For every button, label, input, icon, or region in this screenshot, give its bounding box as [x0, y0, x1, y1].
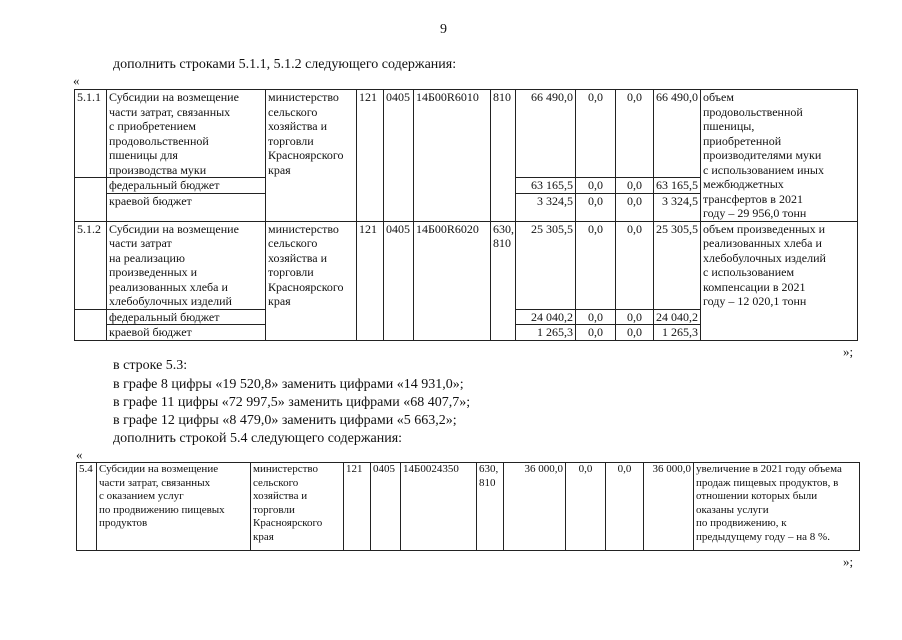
- replacement-line-1: в графе 8 цифры «19 520,8» заменить цифрами «14 931,0»;: [113, 377, 464, 392]
- page-number: 9: [440, 22, 447, 37]
- open-quote: «: [73, 73, 80, 88]
- measure-name: Субсидии на возмещение части затрат, связанных с оказанием услуг по продвижению пищевых продуктов: [97, 463, 251, 551]
- grbs-code: 121: [357, 221, 384, 340]
- intro-add-row: дополнить строкой 5.4 следующего содержания:: [113, 431, 403, 446]
- vr-code: 630, 810: [491, 221, 516, 340]
- close-quote: »;: [843, 344, 854, 359]
- grbs-code: 121: [357, 90, 384, 222]
- value-total: 36 000,0: [644, 463, 694, 551]
- fed-value-2022: 0,0: [576, 309, 616, 325]
- measure-name: Субсидии на возмещение части затрат на реализацию произведенных и реализованных хлеба и хлебобулочных изделий: [107, 221, 266, 309]
- table-row: [75, 90, 858, 178]
- in-row-5-3: в строке 5.3:: [113, 358, 188, 373]
- reg-value-2022: 0,0: [576, 193, 616, 221]
- rzpr-code: 0405: [384, 221, 414, 340]
- executor: министерство сельского хозяйства и торговли Красноярского края: [266, 90, 357, 222]
- csr-code: 14Б0024350: [401, 463, 477, 551]
- reg-value-2021: 3 324,5: [516, 193, 576, 221]
- value-total: 66 490,0: [654, 90, 701, 178]
- open-quote: «: [76, 447, 83, 462]
- replacement-line-2: в графе 11 цифры «72 997,5» заменить цифрами «68 407,7»;: [113, 395, 471, 410]
- regional-budget-label: краевой бюджет: [107, 193, 266, 221]
- close-quote: »;: [843, 554, 854, 569]
- measure-name: Субсидии на возмещение части затрат, связанных с приобретением продовольственной пшеницы для производства муки: [107, 90, 266, 178]
- value-2021: 36 000,0: [504, 463, 566, 551]
- fed-value-2021: 24 040,2: [516, 309, 576, 325]
- expected-result: объем произведенных и реализованных хлеба и хлебобулочных изделий с использованием компенсации в 2021 году – 12 020,1 тонн: [701, 221, 858, 340]
- table-row: [75, 221, 858, 309]
- fed-value-2023: 0,0: [616, 178, 654, 194]
- fed-value-total: 63 165,5: [654, 178, 701, 194]
- value-2022: 0,0: [576, 221, 616, 309]
- table-row-5-4: [76, 462, 860, 551]
- vr-code: 810: [491, 90, 516, 222]
- csr-code: 14Б00R6010: [414, 90, 491, 222]
- reg-value-total: 3 324,5: [654, 193, 701, 221]
- rzpr-code: 0405: [371, 463, 401, 551]
- value-2022: 0,0: [566, 463, 606, 551]
- federal-budget-label: федеральный бюджет: [107, 178, 266, 194]
- reg-value-total: 1 265,3: [654, 325, 701, 341]
- value-total: 25 305,5: [654, 221, 701, 309]
- grbs-code: 121: [344, 463, 371, 551]
- expected-result: увеличение в 2021 году объема продаж пищевых продуктов, в отношении которых были оказаны услуги по продвижению, к предыдущему году – на 8 %.: [694, 463, 860, 551]
- vr-code: 630, 810: [477, 463, 504, 551]
- value-2023: 0,0: [616, 90, 654, 178]
- executor: министерство сельского хозяйства и торговли Красноярского края: [251, 463, 344, 551]
- value-2023: 0,0: [606, 463, 644, 551]
- reg-value-2021: 1 265,3: [516, 325, 576, 341]
- value-2021: 25 305,5: [516, 221, 576, 309]
- csr-code: 14Б00R6020: [414, 221, 491, 340]
- regional-budget-label: краевой бюджет: [107, 325, 266, 341]
- table-row: [77, 463, 860, 551]
- rzpr-code: 0405: [384, 90, 414, 222]
- row-number: 5.4: [77, 463, 97, 551]
- row-number: 5.1.1: [75, 90, 107, 178]
- reg-value-2022: 0,0: [576, 325, 616, 341]
- table-rows-5-1: [74, 89, 858, 341]
- expected-result: объем продовольственной пшеницы, приобретенной производителями муки с использованием иных межбюджетных трансфертов в 2021 году – 29 956,0 тонн: [701, 90, 858, 222]
- value-2022: 0,0: [576, 90, 616, 178]
- replacement-line-3: в графе 12 цифры «8 479,0» заменить цифрами «5 663,2»;: [113, 413, 457, 428]
- value-2021: 66 490,0: [516, 90, 576, 178]
- executor: министерство сельского хозяйства и торговли Красноярского края: [266, 221, 357, 340]
- fed-value-2022: 0,0: [576, 178, 616, 194]
- fed-value-2021: 63 165,5: [516, 178, 576, 194]
- reg-value-2023: 0,0: [616, 325, 654, 341]
- value-2023: 0,0: [616, 221, 654, 309]
- federal-budget-label: федеральный бюджет: [107, 309, 266, 325]
- fed-value-2023: 0,0: [616, 309, 654, 325]
- intro-add-rows: дополнить строками 5.1.1, 5.1.2 следующего содержания:: [113, 57, 457, 72]
- fed-value-total: 24 040,2: [654, 309, 701, 325]
- reg-value-2023: 0,0: [616, 193, 654, 221]
- row-number: 5.1.2: [75, 221, 107, 309]
